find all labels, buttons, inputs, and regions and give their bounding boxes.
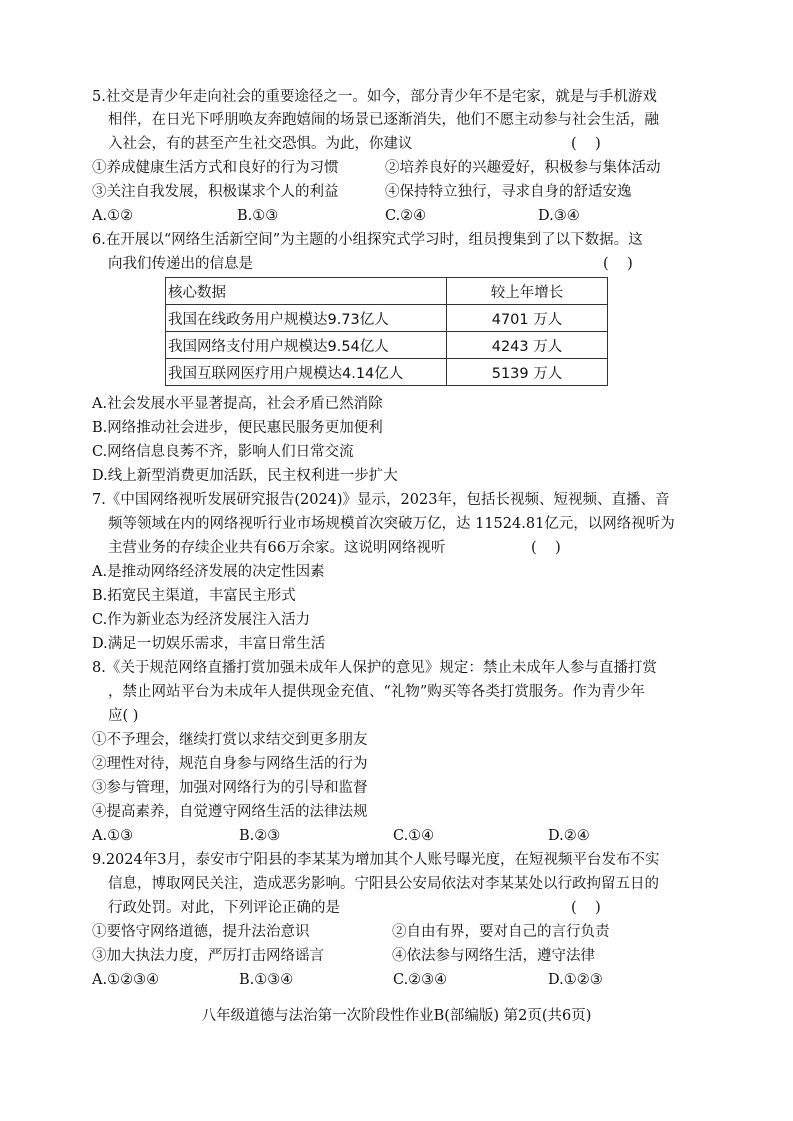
q6-option-c: C.网络信息良莠不齐，影响人们日常交流 <box>92 444 354 460</box>
q5-option-d: D.③④ <box>538 208 580 224</box>
q9-statement-3: ③加大执法力度，严厉打击网络谣言 <box>92 948 324 964</box>
q8-stem-line2: ，禁止网站平台为未成年人提供现金充值、“礼物”购买等各类打赏服务。作为青少年 <box>108 684 645 700</box>
q8-statement-4: ④提高素养，自觉遵守网络生活的法律法规 <box>92 804 368 820</box>
q5-option-c: C.②④ <box>385 208 427 224</box>
q9-stem-line1: 9.2024年3月，泰安市宁阳县的李某某为增加其个人账号曝光度，在短视频平台发布不实 <box>92 852 660 868</box>
page-footer: 八年级道德与法治第一次阶段性作业B(部编版) 第2页(共6页) <box>201 1008 592 1024</box>
q7-option-a: A.是推动网络经济发展的决定性因素 <box>92 564 325 580</box>
q8-option-c: C.①④ <box>393 828 435 844</box>
q8-stem-line1: 8.《关于规范网络直播打赏加强未成年人保护的意见》规定：禁止未成年人参与直播打赏 <box>92 660 657 676</box>
q5-statement-1: ①养成健康生活方式和良好的行为习惯 <box>92 160 339 176</box>
q7-stem-line3: 主营业务的存续企业共有66万余家。这说明网络视听 <box>108 540 446 556</box>
q5-statement-2: ②培养良好的兴趣爱好，积极参与集体活动 <box>385 160 661 176</box>
q5-option-b: B.①③ <box>237 208 279 224</box>
q5-stem-line1: 5.社交是青少年走向社会的重要途径之一。如今，部分青少年不是宅家，就是与手机游戏 <box>92 89 657 105</box>
q8-stem-line3: 应( ) <box>108 708 139 724</box>
q9-stem-line2: 信息，博取网民关注，造成恶劣影响。宁阳县公安局依法对李某某处以行政拘留五日的 <box>108 876 659 892</box>
q5-option-a: A.①② <box>92 208 134 224</box>
table-cell: 我国网络支付用户规模达9.54亿人 <box>166 332 447 359</box>
q8-option-b: B.②③ <box>239 828 281 844</box>
q7-option-b: B.拓宽民主渠道，丰富民主形式 <box>92 588 296 604</box>
q5-answer-paren: ( ) <box>571 136 601 152</box>
q7-stem-line2: 频等领域在内的网络视听行业市场规模首次突破万亿，达 11524.81亿元，以网络视听为 <box>108 516 675 532</box>
q8-option-d: D.②④ <box>548 828 590 844</box>
q7-answer-paren: ( ) <box>531 540 561 556</box>
table-cell: 4701 万人 <box>447 305 608 332</box>
q9-statement-2: ②自由有界，要对自己的言行负责 <box>392 924 610 940</box>
q8-statement-2: ②理性对待，规范自身参与网络生活的行为 <box>92 756 368 772</box>
table-header-cell: 核心数据 <box>166 278 447 305</box>
q9-option-b: B.①③④ <box>239 972 294 988</box>
q6-option-b: B.网络推动社会进步，便民惠民服务更加便利 <box>92 420 383 436</box>
q9-answer-paren: ( ) <box>571 900 601 916</box>
q9-option-c: C.②③④ <box>393 972 448 988</box>
table-cell: 我国互联网医疗用户规模达4.14亿人 <box>166 359 447 386</box>
table-cell: 5139 万人 <box>447 359 608 386</box>
q5-stem-line2: 相伴，在日光下呼朋唤友奔跑嬉闹的场景已逐渐消失，他们不愿主动参与社会生活，融 <box>108 112 659 128</box>
q5-stem-line3: 入社会，有的甚至产生社交恐惧。为此，你建议 <box>108 136 413 152</box>
q8-option-a: A.①③ <box>92 828 134 844</box>
q6-stem-line2: 向我们传递出的信息是 <box>108 256 253 272</box>
q7-stem-line1: 7.《中国网络视听发展研究报告(2024)》显示，2023年，包括长视频、短视频、直播、音 <box>92 492 670 508</box>
table-header-row <box>166 278 608 305</box>
q9-statement-4: ④依法参与网络生活，遵守法律 <box>392 948 595 964</box>
q6-stem-line1: 6.在开展以“网络生活新空间”为主题的小组探究式学习时，组员搜集到了以下数据。这 <box>92 232 643 248</box>
q9-statement-1: ①要恪守网络道德，提升法治意识 <box>92 924 310 940</box>
q7-option-d: D.满足一切娱乐需求，丰富日常生活 <box>92 636 326 652</box>
table-row <box>166 359 608 386</box>
table-cell: 我国在线政务用户规模达9.73亿人 <box>166 305 447 332</box>
q6-data-table <box>165 277 608 386</box>
q9-stem-line3: 行政处罚。对此，下列评论正确的是 <box>108 900 340 916</box>
table-cell: 4243 万人 <box>447 332 608 359</box>
table-header-cell: 较上年增长 <box>447 278 608 305</box>
q5-statement-4: ④保持特立独行，寻求自身的舒适安逸 <box>385 184 632 200</box>
q8-statement-1: ①不予理会，继续打赏以求结交到更多朋友 <box>92 732 368 748</box>
q5-statement-3: ③关注自我发展，积极谋求个人的利益 <box>92 184 339 200</box>
q6-option-d: D.线上新型消费更加活跃，民主权利进一步扩大 <box>92 468 398 484</box>
table-row <box>166 305 608 332</box>
q9-option-a: A.①②③④ <box>92 972 160 988</box>
q7-option-c: C.作为新业态为经济发展注入活力 <box>92 612 311 628</box>
q6-option-a: A.社会发展水平显著提高，社会矛盾已然消除 <box>92 396 383 412</box>
q9-option-d: D.①②③ <box>548 972 603 988</box>
q8-statement-3: ③参与管理，加强对网络行为的引导和监督 <box>92 780 368 796</box>
table-row <box>166 332 608 359</box>
q6-answer-paren: ( ) <box>603 256 633 272</box>
